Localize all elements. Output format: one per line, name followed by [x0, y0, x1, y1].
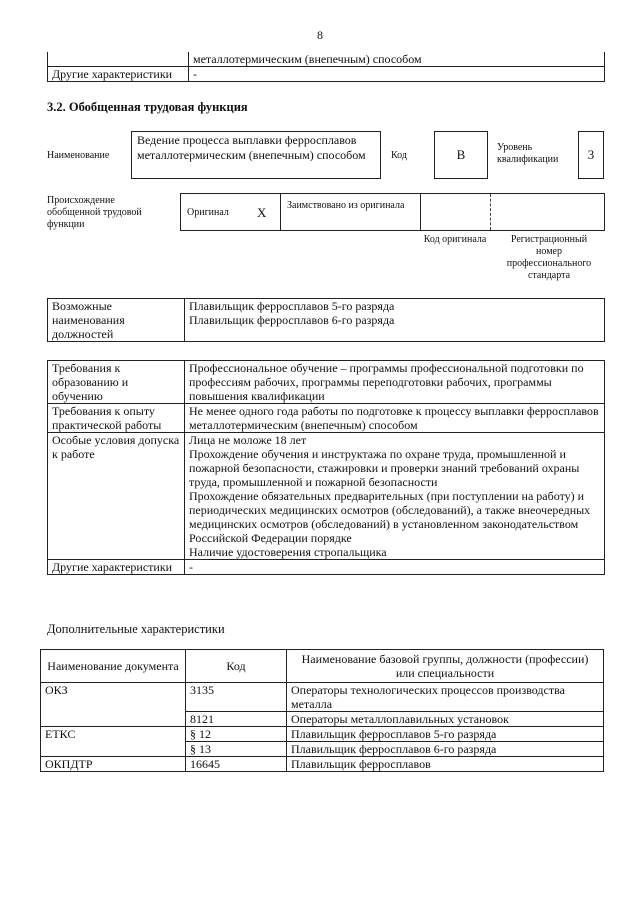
- education-label: Требования к образованию и обучению: [48, 361, 185, 404]
- header-name: Наименование базовой группы, должности (профессии) или специальности: [287, 650, 604, 683]
- row-code: § 12: [186, 727, 287, 742]
- header-code: Код: [186, 650, 287, 683]
- original-label: Оригинал: [187, 207, 229, 218]
- section-title: 3.2. Обобщенная трудовая функция: [47, 100, 248, 114]
- level-value-box: 3: [578, 131, 604, 179]
- name-label: Наименование: [47, 150, 110, 161]
- header-doc: Наименование документа: [41, 650, 186, 683]
- origin-label: Происхождение обобщенной трудовой функции: [47, 195, 142, 230]
- conditions-list: [185, 433, 605, 560]
- origin-row-box: [180, 193, 605, 231]
- top-table-row1-value: металлотермическим (внепечным) способом: [189, 52, 605, 67]
- code-original-caption: Код оригинала: [423, 234, 487, 245]
- condition-item: Лица не моложе 18 лет: [189, 433, 307, 447]
- table-row: [41, 727, 604, 742]
- condition-item: Наличие удостоверения стропальщика: [189, 545, 387, 559]
- code-label: Код: [391, 150, 407, 161]
- row-doc: ЕТКС: [41, 727, 186, 757]
- row-doc: ОКПДТР: [41, 757, 186, 772]
- positions-label: Возможные наименования должностей: [48, 299, 185, 342]
- row-code: 3135: [186, 683, 287, 712]
- divider: [420, 194, 421, 230]
- conditions-label: Особые условия допуска к работе: [48, 433, 185, 560]
- row-code: 16645: [186, 757, 287, 772]
- borrowed-label: Заимствовано из оригинала: [287, 200, 405, 211]
- code-value-box: В: [434, 131, 488, 179]
- level-label: Уровень квалификации: [497, 142, 559, 165]
- position-item: Плавильщик ферросплавов 6-го разряда: [189, 313, 395, 327]
- row-name: Плавильщик ферросплавов: [287, 757, 604, 772]
- positions-table: [47, 298, 605, 342]
- function-name-box: Ведение процесса выплавки ферросплавов металлотермическим (внепечным) способом: [131, 131, 381, 179]
- other-label: Другие характеристики: [48, 560, 185, 575]
- row-name: Плавильщик ферросплавов 6-го разряда: [287, 742, 604, 757]
- row-name: Операторы технологических процессов производства металла: [287, 683, 604, 712]
- row-name: Операторы металлоплавильных установок: [287, 712, 604, 727]
- top-table-row2-label: Другие характеристики: [48, 67, 189, 82]
- row-doc: ОКЗ: [41, 683, 186, 727]
- positions-list: [185, 299, 605, 342]
- top-table-empty-cell: [48, 52, 189, 67]
- table-row: [41, 757, 604, 772]
- experience-value: Не менее одного года работы по подготовке к процессу выплавки ферросплавов металлотермическим (внепечным) способом: [185, 404, 605, 433]
- page-number: 8: [317, 28, 323, 42]
- top-table-row2-value: -: [189, 67, 605, 82]
- original-mark: X: [257, 205, 267, 220]
- top-table: [47, 52, 605, 82]
- additional-table: [40, 649, 604, 772]
- divider: [280, 194, 281, 230]
- additional-title: Дополнительные характеристики: [47, 622, 225, 636]
- condition-item: Прохождение обучения и инструктажа по охране труда, промышленной и пожарной безопасности, стажировки и проверки знаний требований охраны труда, промышленной и пожарной безопасности: [189, 447, 580, 489]
- condition-item: Прохождение обязательных предварительных (при поступлении на работу) и периодических медицинских осмотров (обследований), а также внеочередных медицинских осмотров (обследований) в установленном законодательством Российской Федерации порядке: [189, 489, 591, 545]
- other-value: -: [185, 560, 605, 575]
- divider: [490, 194, 492, 230]
- row-name: Плавильщик ферросплавов 5-го разряда: [287, 727, 604, 742]
- experience-label: Требования к опыту практической работы: [48, 404, 185, 433]
- reg-number-caption: Регистрационный номер профессионального стандарта: [506, 234, 592, 281]
- education-value: Профессиональное обучение – программы профессиональной подготовки по профессиям рабочих, программы переподготовки рабочих, программы повышения квалификации: [185, 361, 605, 404]
- row-code: § 13: [186, 742, 287, 757]
- row-code: 8121: [186, 712, 287, 727]
- requirements-table: [47, 360, 605, 575]
- table-row: [41, 683, 604, 712]
- position-item: Плавильщик ферросплавов 5-го разряда: [189, 299, 395, 313]
